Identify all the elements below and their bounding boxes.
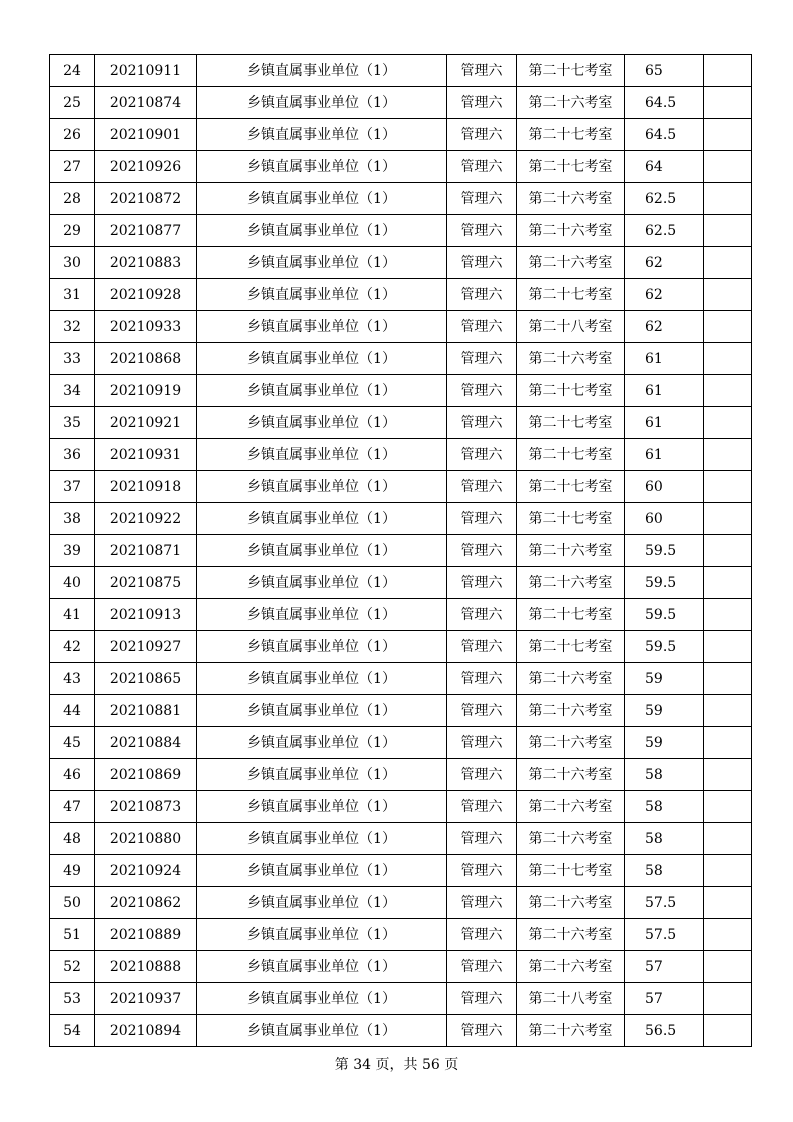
exam-id-cell: 20210871 [95,535,197,567]
row-number-cell: 49 [50,855,95,887]
remark-cell [704,55,752,87]
score-cell: 62 [625,247,704,279]
unit-cell: 乡镇直属事业单位（1） [197,695,447,727]
row-number-cell: 41 [50,599,95,631]
exam-room-cell: 第二十七考室 [517,151,625,183]
exam-id-cell: 20210881 [95,695,197,727]
exam-id-cell: 20210924 [95,855,197,887]
row-number-cell: 29 [50,215,95,247]
post-cell: 管理六 [447,855,517,887]
table-row [50,599,752,631]
remark-cell [704,183,752,215]
exam-room-cell: 第二十八考室 [517,983,625,1015]
remark-cell [704,343,752,375]
score-cell: 59.5 [625,535,704,567]
table-body [50,55,752,1047]
unit-cell: 乡镇直属事业单位（1） [197,439,447,471]
exam-id-cell: 20210883 [95,247,197,279]
table-row [50,151,752,183]
exam-room-cell: 第二十七考室 [517,439,625,471]
post-cell: 管理六 [447,55,517,87]
unit-cell: 乡镇直属事业单位（1） [197,567,447,599]
row-number-cell: 36 [50,439,95,471]
unit-cell: 乡镇直属事业单位（1） [197,311,447,343]
exam-room-cell: 第二十六考室 [517,663,625,695]
exam-room-cell: 第二十六考室 [517,215,625,247]
table-row [50,311,752,343]
score-cell: 58 [625,855,704,887]
score-cell: 57 [625,951,704,983]
post-cell: 管理六 [447,695,517,727]
table-row [50,663,752,695]
score-cell: 64.5 [625,119,704,151]
row-number-cell: 52 [50,951,95,983]
score-cell: 58 [625,823,704,855]
unit-cell: 乡镇直属事业单位（1） [197,759,447,791]
post-cell: 管理六 [447,535,517,567]
score-cell: 59 [625,663,704,695]
exam-id-cell: 20210933 [95,311,197,343]
score-cell: 62.5 [625,183,704,215]
exam-room-cell: 第二十七考室 [517,55,625,87]
exam-room-cell: 第二十七考室 [517,631,625,663]
post-cell: 管理六 [447,567,517,599]
table-row [50,183,752,215]
score-cell: 59.5 [625,631,704,663]
post-cell: 管理六 [447,215,517,247]
exam-id-cell: 20210927 [95,631,197,663]
post-cell: 管理六 [447,439,517,471]
post-cell: 管理六 [447,759,517,791]
post-cell: 管理六 [447,279,517,311]
score-cell: 59 [625,695,704,727]
exam-id-cell: 20210931 [95,439,197,471]
exam-room-cell: 第二十六考室 [517,535,625,567]
remark-cell [704,215,752,247]
remark-cell [704,535,752,567]
table-row [50,535,752,567]
post-cell: 管理六 [447,87,517,119]
row-number-cell: 38 [50,503,95,535]
remark-cell [704,503,752,535]
row-number-cell: 45 [50,727,95,759]
row-number-cell: 32 [50,311,95,343]
score-cell: 62 [625,279,704,311]
score-cell: 60 [625,471,704,503]
score-cell: 64.5 [625,87,704,119]
table-row [50,631,752,663]
exam-id-cell: 20210874 [95,87,197,119]
row-number-cell: 30 [50,247,95,279]
unit-cell: 乡镇直属事业单位（1） [197,919,447,951]
post-cell: 管理六 [447,791,517,823]
unit-cell: 乡镇直属事业单位（1） [197,887,447,919]
unit-cell: 乡镇直属事业单位（1） [197,343,447,375]
post-cell: 管理六 [447,119,517,151]
row-number-cell: 53 [50,983,95,1015]
post-cell: 管理六 [447,183,517,215]
remark-cell [704,151,752,183]
post-cell: 管理六 [447,343,517,375]
exam-room-cell: 第二十六考室 [517,343,625,375]
table-row [50,439,752,471]
table-row [50,279,752,311]
score-cell: 61 [625,439,704,471]
table-row [50,983,752,1015]
exam-id-cell: 20210926 [95,151,197,183]
unit-cell: 乡镇直属事业单位（1） [197,375,447,407]
table-row [50,343,752,375]
exam-room-cell: 第二十六考室 [517,759,625,791]
unit-cell: 乡镇直属事业单位（1） [197,55,447,87]
score-cell: 64 [625,151,704,183]
row-number-cell: 37 [50,471,95,503]
score-cell: 59.5 [625,567,704,599]
exam-room-cell: 第二十七考室 [517,119,625,151]
remark-cell [704,567,752,599]
post-cell: 管理六 [447,727,517,759]
exam-room-cell: 第二十六考室 [517,1015,625,1047]
row-number-cell: 42 [50,631,95,663]
post-cell: 管理六 [447,1015,517,1047]
post-cell: 管理六 [447,247,517,279]
unit-cell: 乡镇直属事业单位（1） [197,183,447,215]
table-row [50,695,752,727]
score-cell: 59.5 [625,599,704,631]
score-cell: 56.5 [625,1015,704,1047]
exam-room-cell: 第二十七考室 [517,279,625,311]
unit-cell: 乡镇直属事业单位（1） [197,503,447,535]
exam-room-cell: 第二十七考室 [517,471,625,503]
table-row [50,55,752,87]
score-cell: 57.5 [625,887,704,919]
exam-room-cell: 第二十七考室 [517,503,625,535]
exam-id-cell: 20210901 [95,119,197,151]
post-cell: 管理六 [447,599,517,631]
exam-room-cell: 第二十七考室 [517,599,625,631]
table-row [50,823,752,855]
score-cell: 59 [625,727,704,759]
unit-cell: 乡镇直属事业单位（1） [197,151,447,183]
exam-id-cell: 20210913 [95,599,197,631]
post-cell: 管理六 [447,471,517,503]
row-number-cell: 43 [50,663,95,695]
remark-cell [704,119,752,151]
exam-room-cell: 第二十六考室 [517,919,625,951]
remark-cell [704,791,752,823]
exam-room-cell: 第二十六考室 [517,823,625,855]
row-number-cell: 51 [50,919,95,951]
unit-cell: 乡镇直属事业单位（1） [197,823,447,855]
table-row [50,791,752,823]
post-cell: 管理六 [447,663,517,695]
remark-cell [704,407,752,439]
exam-id-cell: 20210919 [95,375,197,407]
unit-cell: 乡镇直属事业单位（1） [197,951,447,983]
exam-id-cell: 20210884 [95,727,197,759]
remark-cell [704,439,752,471]
table-row [50,855,752,887]
exam-room-cell: 第二十六考室 [517,247,625,279]
table-row [50,919,752,951]
row-number-cell: 28 [50,183,95,215]
exam-room-cell: 第二十七考室 [517,855,625,887]
exam-room-cell: 第二十八考室 [517,311,625,343]
exam-id-cell: 20210872 [95,183,197,215]
remark-cell [704,1015,752,1047]
exam-room-cell: 第二十六考室 [517,695,625,727]
remark-cell [704,631,752,663]
exam-room-cell: 第二十六考室 [517,951,625,983]
remark-cell [704,951,752,983]
post-cell: 管理六 [447,631,517,663]
unit-cell: 乡镇直属事业单位（1） [197,631,447,663]
score-cell: 61 [625,407,704,439]
post-cell: 管理六 [447,375,517,407]
exam-id-cell: 20210937 [95,983,197,1015]
remark-cell [704,759,752,791]
exam-room-cell: 第二十六考室 [517,567,625,599]
row-number-cell: 54 [50,1015,95,1047]
score-cell: 60 [625,503,704,535]
remark-cell [704,471,752,503]
unit-cell: 乡镇直属事业单位（1） [197,247,447,279]
post-cell: 管理六 [447,823,517,855]
table-row [50,471,752,503]
row-number-cell: 24 [50,55,95,87]
unit-cell: 乡镇直属事业单位（1） [197,471,447,503]
post-cell: 管理六 [447,503,517,535]
unit-cell: 乡镇直属事业单位（1） [197,663,447,695]
exam-id-cell: 20210911 [95,55,197,87]
remark-cell [704,279,752,311]
unit-cell: 乡镇直属事业单位（1） [197,791,447,823]
unit-cell: 乡镇直属事业单位（1） [197,119,447,151]
score-cell: 58 [625,791,704,823]
score-cell: 61 [625,375,704,407]
exam-id-cell: 20210894 [95,1015,197,1047]
unit-cell: 乡镇直属事业单位（1） [197,727,447,759]
unit-cell: 乡镇直属事业单位（1） [197,87,447,119]
row-number-cell: 33 [50,343,95,375]
unit-cell: 乡镇直属事业单位（1） [197,535,447,567]
exam-room-cell: 第二十七考室 [517,375,625,407]
post-cell: 管理六 [447,887,517,919]
post-cell: 管理六 [447,311,517,343]
table-row [50,759,752,791]
exam-id-cell: 20210865 [95,663,197,695]
unit-cell: 乡镇直属事业单位（1） [197,599,447,631]
exam-room-cell: 第二十六考室 [517,87,625,119]
row-number-cell: 47 [50,791,95,823]
post-cell: 管理六 [447,983,517,1015]
remark-cell [704,823,752,855]
remark-cell [704,727,752,759]
exam-id-cell: 20210921 [95,407,197,439]
exam-id-cell: 20210918 [95,471,197,503]
table-row [50,247,752,279]
table-row [50,119,752,151]
remark-cell [704,311,752,343]
post-cell: 管理六 [447,151,517,183]
exam-room-cell: 第二十七考室 [517,407,625,439]
exam-id-cell: 20210889 [95,919,197,951]
exam-id-cell: 20210877 [95,215,197,247]
exam-id-cell: 20210928 [95,279,197,311]
score-table [49,54,752,1047]
unit-cell: 乡镇直属事业单位（1） [197,983,447,1015]
exam-id-cell: 20210922 [95,503,197,535]
row-number-cell: 46 [50,759,95,791]
table-row [50,375,752,407]
row-number-cell: 39 [50,535,95,567]
remark-cell [704,247,752,279]
remark-cell [704,983,752,1015]
score-cell: 58 [625,759,704,791]
score-cell: 57 [625,983,704,1015]
exam-id-cell: 20210880 [95,823,197,855]
exam-id-cell: 20210888 [95,951,197,983]
exam-id-cell: 20210875 [95,567,197,599]
row-number-cell: 31 [50,279,95,311]
table-row [50,951,752,983]
table-row [50,887,752,919]
unit-cell: 乡镇直属事业单位（1） [197,215,447,247]
page-footer: 第 34 页，共 56 页 [334,1057,459,1073]
post-cell: 管理六 [447,919,517,951]
score-cell: 62 [625,311,704,343]
exam-room-cell: 第二十六考室 [517,183,625,215]
row-number-cell: 50 [50,887,95,919]
unit-cell: 乡镇直属事业单位（1） [197,279,447,311]
unit-cell: 乡镇直属事业单位（1） [197,407,447,439]
remark-cell [704,855,752,887]
table-row [50,567,752,599]
exam-id-cell: 20210869 [95,759,197,791]
exam-id-cell: 20210873 [95,791,197,823]
row-number-cell: 44 [50,695,95,727]
table-row [50,1015,752,1047]
table-row [50,503,752,535]
remark-cell [704,87,752,119]
remark-cell [704,887,752,919]
exam-room-cell: 第二十六考室 [517,791,625,823]
remark-cell [704,599,752,631]
remark-cell [704,663,752,695]
remark-cell [704,695,752,727]
score-cell: 62.5 [625,215,704,247]
row-number-cell: 48 [50,823,95,855]
table-row [50,87,752,119]
remark-cell [704,375,752,407]
exam-id-cell: 20210868 [95,343,197,375]
exam-id-cell: 20210862 [95,887,197,919]
unit-cell: 乡镇直属事业单位（1） [197,855,447,887]
score-cell: 61 [625,343,704,375]
table-row [50,407,752,439]
row-number-cell: 35 [50,407,95,439]
row-number-cell: 34 [50,375,95,407]
table-row [50,727,752,759]
exam-room-cell: 第二十六考室 [517,887,625,919]
exam-room-cell: 第二十六考室 [517,727,625,759]
score-cell: 65 [625,55,704,87]
row-number-cell: 40 [50,567,95,599]
post-cell: 管理六 [447,407,517,439]
remark-cell [704,919,752,951]
score-cell: 57.5 [625,919,704,951]
row-number-cell: 25 [50,87,95,119]
table-row [50,215,752,247]
row-number-cell: 27 [50,151,95,183]
row-number-cell: 26 [50,119,95,151]
unit-cell: 乡镇直属事业单位（1） [197,1015,447,1047]
post-cell: 管理六 [447,951,517,983]
